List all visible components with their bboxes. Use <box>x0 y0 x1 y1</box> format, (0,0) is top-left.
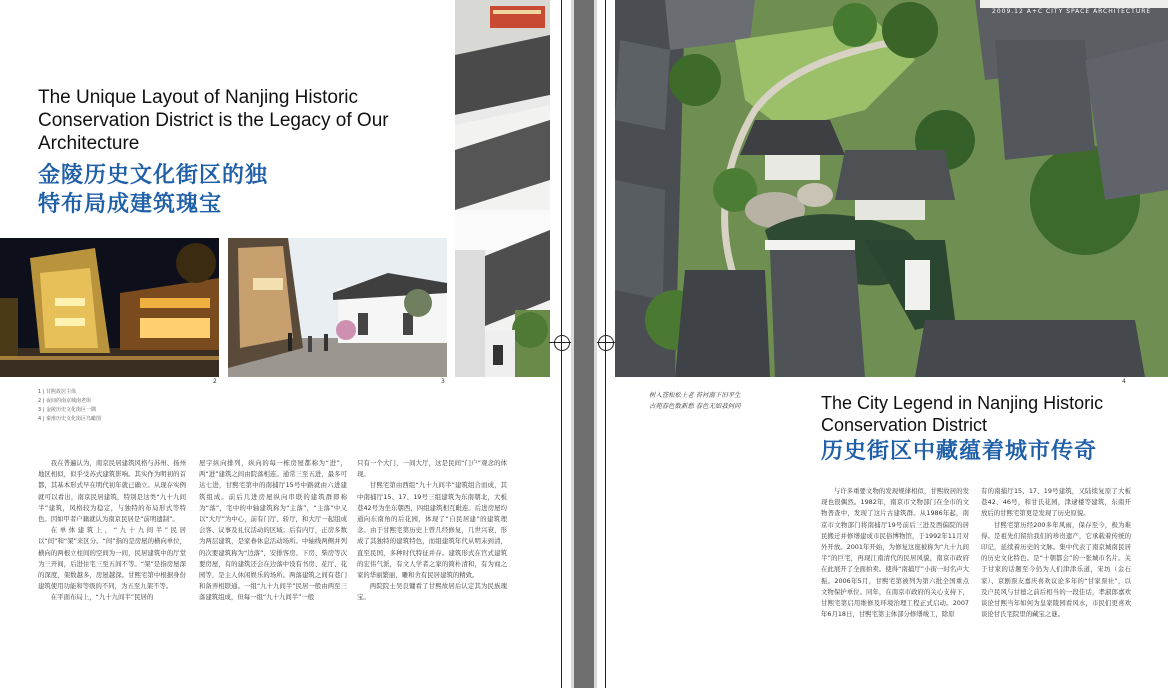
body-paragraph: 在单体建筑上，“九十九间半”民居以“间”和“架”来区分。“间”指的是房屋的横向单位，横向的两根立柱间的空间为一间，民居建筑中的厅堂为三开间，后进住宅三至五间不等。“架”是指房屋深的深度，架数越多，房屋越深。甘熙宅第中根据身份建筑使用功能和等级的不同，为五至九架不等。 <box>38 526 186 591</box>
left-page <box>0 0 571 688</box>
poem <box>649 390 809 412</box>
photo-captions <box>38 388 101 424</box>
trim-mark <box>605 356 606 688</box>
photo-number-4: 4 <box>1122 378 1126 385</box>
registration-mark <box>598 335 614 351</box>
right-body-column-1 <box>821 486 969 620</box>
caption-item: 4 | 秦淮历史文化街区鸟瞰图 <box>38 416 102 422</box>
body-paragraph: 甘熙宅第历经200多年风雨，保存至今，极为难得。是祖先们留给我们的珍贵遗产，它承载着传统的印记，延续着历史的文脉。集中代表了南京城南民居的历史文化特色。是“十朝都会”的一张城市名片。关于甘家的话题至今仍为人们津津乐道，宋坊（金石家）、京剧票友嘉庆喜欢议论多年的“甘家票社”，以及户民风与甘德之前后相当的一段佳话，孝淑郎嘉欢谈论甘熙当年如何为皇家陵园看风水，市民们更喜欢谈论甘氏宅院里的藏宝之谜。 <box>981 520 1131 619</box>
caption-item: 2 | 夜间的南京城南老街 <box>38 398 92 404</box>
body-paragraph: 只有一个大门，一间大厅，这是民间“门户”观念的体现。 <box>357 459 507 479</box>
rooftops-photo <box>455 0 550 377</box>
photo-number-3: 3 <box>441 378 445 385</box>
poem-line: 树入苍松松上老 苔衬南下旧平生 <box>649 391 741 399</box>
photo-number-2: 2 <box>213 378 217 385</box>
left-title-cn: 金陵历史文化街区的独特布局成建筑瑰宝 <box>38 163 269 217</box>
left-body-column-3 <box>357 458 507 604</box>
right-page <box>597 0 1168 688</box>
body-paragraph: 两院院士吴良镛看了甘熙故居后认定其为民族瑰宝。 <box>357 582 507 602</box>
day-street-photo <box>228 238 447 377</box>
left-body-column-2 <box>199 458 347 604</box>
right-body-column-2 <box>981 486 1131 620</box>
body-paragraph: 我在普遍认为，南京民居建筑风格与苏州、扬州地区相似，似乎受苏式建筑影响。其实作为明初的首都，其基本形式早在明代初年就已确立。从现存实例就可以看出，南京民居建筑，特别是这类“九十九间半”建筑，风格较为稳定，与独特的布局形式等特色。因如甲者户籍就认为南京民居是“前明遗制”。 <box>38 459 186 524</box>
poem-line: 古苑春色数新愁 春色无如我何问 <box>649 402 741 410</box>
magazine-header: 2009.12 A+C CITY SPACE ARCHITECTURE <box>992 8 1152 15</box>
right-title-en: The City Legend in Nanjing Historic Conservation District <box>821 393 1104 435</box>
body-paragraph: 有的南捕厅15、17、19号建筑，又陆续复原了大板巷42、46号，和甘氏花园，津逮楼等建筑，东南开放后的甘熙宅第更是发现了历史原貌。 <box>981 487 1131 518</box>
left-body-column-1 <box>38 458 186 604</box>
registration-mark <box>554 335 570 351</box>
trim-mark <box>561 0 562 330</box>
book-gutter <box>571 0 597 688</box>
trim-mark <box>561 356 562 688</box>
caption-item: 3 | 金陵历史文化街区一隅 <box>38 407 97 413</box>
body-paragraph: 甘熙宅第由西组“九十九间半”建筑组合而成，其中南捕厅15、17、19号三组建筑为东南朝北，大板巷42号为坐东朝西，四组建筑相互毗连。后进房屋均通向东南角的后花园，体现了“自民居建”的建筑理念。由于甘熙宅第历史上曾几经修复，几世兴衰，形成了其独特的建筑特色，而组建筑年代从明末到清，直至民国，多种时代特征并存。建筑形式在官式建筑的宏伟气派，有文人学者之家的简朴清和，有为商之家的华丽繁丽，雕和舍有民居建筑的精致。 <box>357 481 507 580</box>
right-title-cn: 历史街区中藏蕴着城市传奇 <box>821 439 1098 464</box>
caption-item: 1 | 甘熙故居主体 <box>38 389 77 395</box>
body-paragraph: 与许多重要文物的发现规律相似，甘熙故居的发现也很偶然。1982年，南京市文物部门在全市的文物普查中，发现了这片古建筑群。从1986年起，南京市文物部门将南捕厅19号前后三进及西偏院的居民搬迁并修缮建成市民俗博物馆，于1992年11月对外开放。2001年开始，为修复这座被称为“九十九间半”的巨宅，再现江南清代的民居风貌，南京市政府在此展开了全面拍卖。使得“南捕厅”小街一时名声大振。2006年5月，甘熙宅第被列为第六批全国重点文物保护单位。同年，在南京市政府的关心支持下，甘熙宅第启用维修及环境治理工程正式启动。2007年6月18日，甘熙宅第主体部分修缮竣工，除原 <box>821 487 969 619</box>
body-paragraph: 屋宇纵向排列，纵向的每一栋房屋都称为“进”，两“进”建筑之间由院落相连。通常三至五进，最多可达七进，甘熙宅第中的南捕厅15号中路就由六进建筑组成。前后几进房屋纵向串联的建筑群即称为“落”，宅中的中轴建筑称为“主落”，“主落”中又以“大厅”为中心，前有门厅、轿厅，和大厅一起组成会客、议事及礼仪活动的区域；后有内厅，正房多数为两层建筑，是家眷休息活动场所。中轴线两侧并列的次要建筑称为“边落”，安排客房、下房、柴房等次要房屋，有的建筑还会在边落中设有书房、花厅、花园等，是主人休闲娱乐的场所。两落建筑之间有巷门和备弄相联通。一组“九十九间半”民居一般由两至三落建筑组成，但每一组“九十九间半”一般 <box>199 459 347 602</box>
left-title-en: The Unique Layout of Nanjing Historic Conservation District is the Legacy of Our Architecture <box>38 87 389 154</box>
aerial-garden-photo <box>615 0 1168 377</box>
night-street-photo <box>0 238 219 377</box>
trim-mark <box>605 0 606 330</box>
body-paragraph: 在平面布局上，“九十九间半”民居的 <box>50 593 154 602</box>
